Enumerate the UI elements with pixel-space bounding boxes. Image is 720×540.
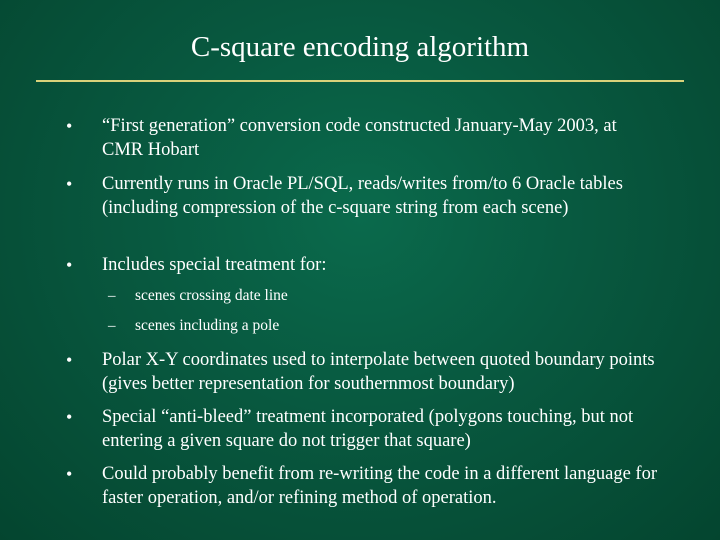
sub-bullet-marker: – [108,318,116,334]
bullet-text: “First generation” conversion code constructed January-May 2003, at CMR Hobart [102,116,617,160]
slide-title: C-square encoding algorithm [190,31,530,63]
bullet-marker: • [66,407,73,427]
title-divider [36,80,684,82]
bullet-marker: • [66,174,73,194]
bullet-text: Includes special treatment for: [102,255,327,275]
sub-bullet-text: scenes including a pole [135,317,280,334]
bullet-marker: • [66,464,73,484]
bullet-marker: • [66,350,73,370]
bullet-marker: • [66,255,73,275]
sub-bullet-text: scenes crossing date line [135,287,288,304]
bullet-text: Currently runs in Oracle PL/SQL, reads/writes from/to 6 Oracle tables (including compression of the c-square string from each scene) [102,174,623,218]
bullet-marker: • [66,116,73,136]
sub-bullet-marker: – [108,288,116,304]
bullet-text: Could probably benefit from re-writing the code in a different language for faster operation, and/or refining method of operation. [102,464,657,508]
bullet-text: Special “anti-bleed” treatment incorporated (polygons touching, but not entering a given square do not trigger that square) [102,407,634,451]
bullet-text: Polar X-Y coordinates used to interpolate between quoted boundary points (gives better representation for southernmost boundary) [102,350,655,394]
